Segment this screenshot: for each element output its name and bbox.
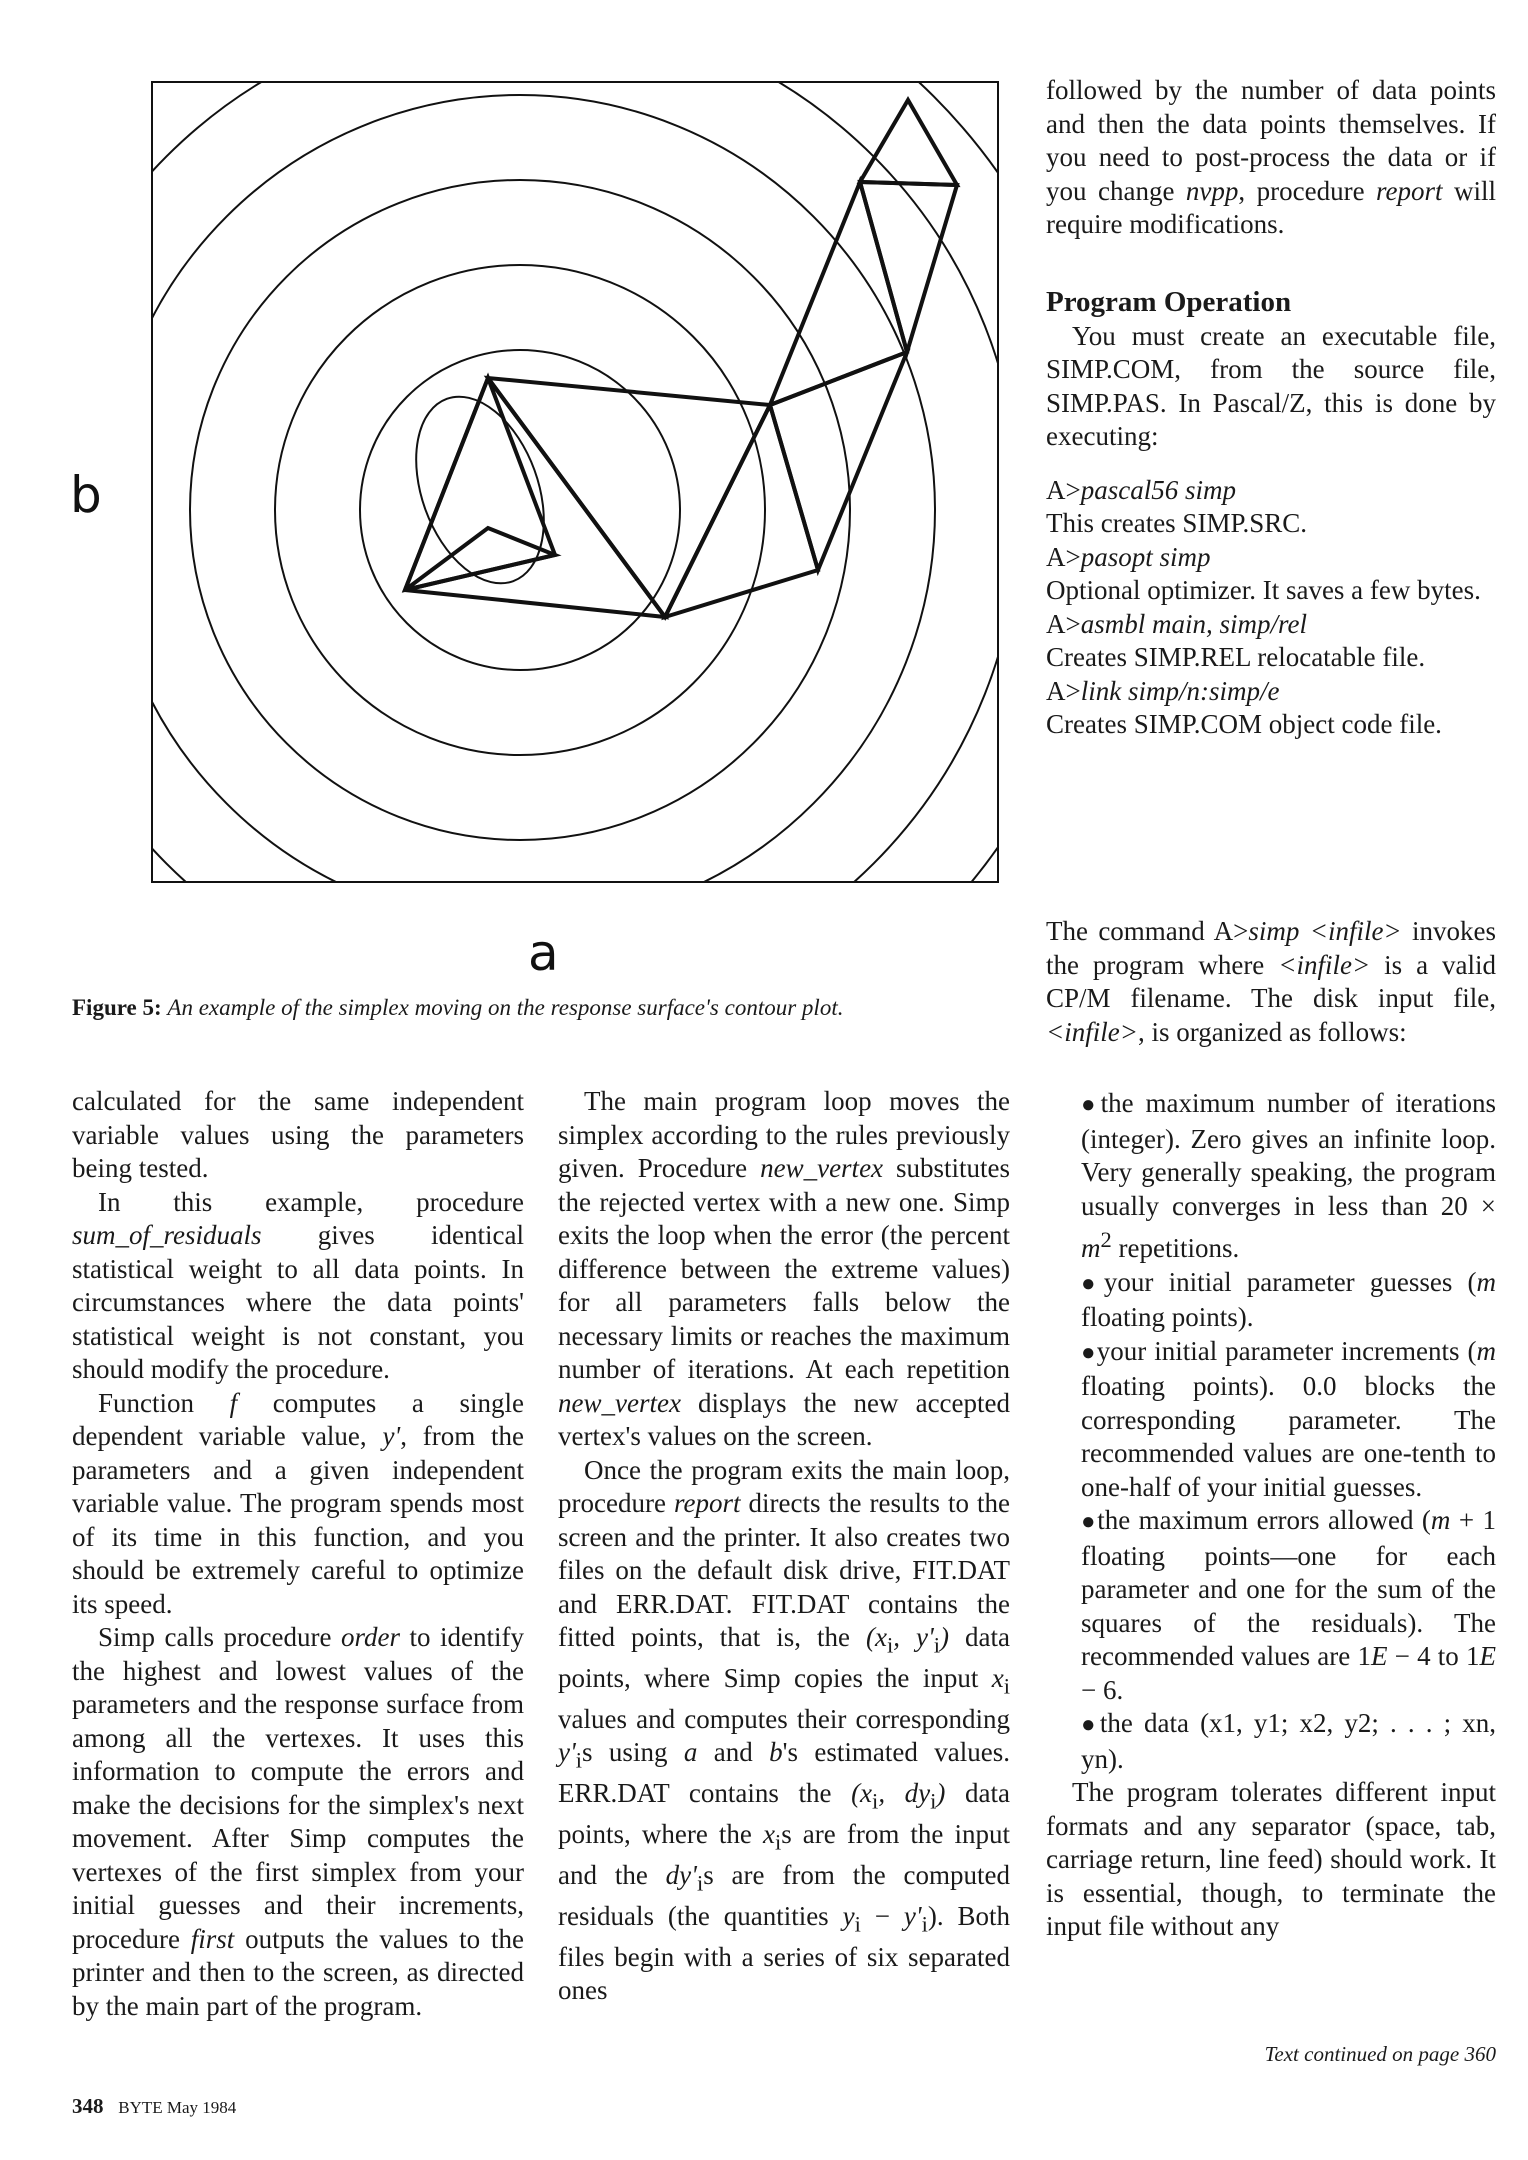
text-run: the maximum number of iterations (integer). Zero gives an infinite loop. Very generally speaking, the program usually converges in less than 20 × — [1081, 1088, 1497, 1221]
text-run: s are from the input and the — [558, 1819, 1010, 1890]
page-footer — [72, 2094, 236, 2119]
subscript: i — [872, 1788, 879, 1814]
middle-column — [558, 1085, 1010, 2008]
command-description: This creates SIMP.SRC. — [1046, 508, 1308, 538]
text-run: directs the results to the screen and the printer. It also creates two files on the default disk drive, FIT.DAT and ERR.DAT. FIT.DAT contains the fitted points, that is, the — [558, 1488, 1011, 1652]
math-run: ) — [936, 1778, 946, 1809]
parameter-name: <infile> — [1278, 949, 1371, 980]
command-text: simp <infile> — [1248, 916, 1402, 946]
figure-caption — [72, 995, 1022, 1021]
magazine-issue: BYTE May 1984 — [118, 2098, 237, 2117]
simplex-triangle — [860, 182, 957, 352]
contour-ring — [360, 350, 680, 670]
page-number: 348 — [72, 2094, 104, 2118]
subscript: i — [930, 1788, 937, 1814]
text-run: s using — [582, 1737, 684, 1768]
bullet-icon: ● — [1081, 1092, 1101, 1118]
text-run: − — [860, 1900, 904, 1931]
math-symbol: y' — [382, 1421, 401, 1451]
text-run: The main program loop moves the simplex according to the rules previously given. Procedure — [558, 1086, 1010, 1183]
contour-ring — [105, 95, 935, 925]
text-run: to identify the highest and lowest values of the parameters and the response surface from among all the vertexes. It uses this information to compute the errors and make the decisions for the simplex's next movement. After Simp computes the vertexes of the first simplex from your initial guesses and their increments, procedure — [72, 1622, 524, 1954]
procedure-name: first — [190, 1923, 235, 1954]
right-paragraph-1: You must create an executable file, SIMP.COM, from the source file, SIMP.PAS. In Pascal/Z, this is done by executing: — [1046, 320, 1496, 451]
text-run: data points, where Simp copies the input — [558, 1622, 1010, 1693]
math-run: x — [991, 1662, 1004, 1693]
text-run: the maximum errors allowed ( — [1097, 1505, 1431, 1535]
bullet-icon: ● — [1081, 1712, 1100, 1738]
text-run: the data (x1, y1; x2, y2; . . . ; xn, yn). — [1081, 1708, 1497, 1774]
bullet-icon: ● — [1081, 1339, 1097, 1366]
text-run: s are from the computed residuals (the quantities — [558, 1859, 1010, 1931]
command-line — [1046, 675, 1496, 709]
simplex-triangle — [770, 182, 907, 405]
right-column-top — [1046, 74, 1496, 742]
parameter-name: <infile> — [1046, 1016, 1138, 1047]
command-description: Optional optimizer. It saves a few bytes. — [1046, 575, 1481, 605]
procedure-name: sum_of_residuals — [72, 1220, 262, 1250]
procedure-name: report — [1376, 175, 1443, 206]
contour-ring — [190, 180, 850, 840]
prompt: A> — [1046, 474, 1081, 505]
left-paragraph-1: calculated for the same independent variable values using the parameters being tested. — [72, 1086, 524, 1183]
caption-label: Figure 5: — [72, 995, 162, 1020]
simplex-triangle — [665, 405, 818, 617]
contour-inner-ellipse — [392, 379, 567, 601]
command-text: link simp/n:simp/e — [1080, 675, 1280, 706]
text-run: invokes the program where — [1046, 916, 1496, 980]
command-description: Creates SIMP.REL relocatable file. — [1046, 642, 1426, 672]
command-line — [1046, 541, 1496, 575]
text-run: In this example, procedure — [98, 1186, 524, 1217]
subscript: i — [933, 1632, 941, 1658]
text-run: values and computes their corresponding — [558, 1703, 1010, 1734]
continued-note: Text continued on page 360 — [1264, 2042, 1496, 2066]
math-run: , dy — [878, 1778, 931, 1809]
subscript: i — [1003, 1673, 1010, 1699]
left-column — [72, 1085, 524, 2023]
math-run: y' — [558, 1737, 576, 1768]
middle-paragraph-2 — [558, 1454, 1010, 2008]
text-run: , is organized as follows: — [1137, 1016, 1407, 1047]
procedure-name: order — [340, 1622, 400, 1652]
text-run: and — [697, 1737, 770, 1768]
bullet-icon: ● — [1081, 1270, 1104, 1297]
plot-frame — [152, 82, 998, 882]
bullet-item — [1081, 1504, 1496, 1707]
text-run: , from the parameters and a given independent variable value. The program spends most of its time in this function, and you should be extremely careful to optimize its speed. — [72, 1421, 524, 1619]
text-run: computes a single dependent variable value, — [72, 1387, 524, 1451]
procedure-name: report — [673, 1488, 741, 1518]
text-run: is a valid CP/M filename. The disk input file, — [1046, 949, 1496, 1013]
bullet-item — [1081, 1087, 1496, 1266]
math-run: m — [1081, 1233, 1101, 1263]
math-run: x — [762, 1819, 775, 1850]
bullet-item — [1081, 1335, 1496, 1505]
section-heading-program-operation: Program Operation — [1046, 285, 1292, 318]
text-run: + 1 floating points—one for each parameter and one for the sum of the squares of the residuals). The recommended values are 1 — [1081, 1505, 1497, 1671]
simplex-triangle — [488, 378, 770, 617]
right-paragraph-3: The program tolerates different input formats and any separator (space, tab, carriage return, line feed) should work. It is essential, though, to terminate the input file without any — [1046, 1777, 1496, 1941]
left-paragraph-4 — [72, 1621, 524, 2023]
text-run: outputs the values to the printer and then to the screen, as directed by the main part of the program. — [72, 1923, 524, 2021]
left-paragraph-2 — [72, 1186, 524, 1387]
text-run: floating points). 0.0 blocks the corresponding parameter. The recommended values are one-tenth to one-half of your initial guesses. — [1081, 1371, 1496, 1502]
figure-label-a: a — [528, 924, 559, 982]
math-run: (x — [865, 1622, 887, 1652]
math-run: ) — [940, 1622, 950, 1652]
text-run: repetitions. — [1111, 1233, 1240, 1263]
text-run: Once the program exits the main loop, procedure — [558, 1454, 1010, 1518]
prompt: A> — [1046, 541, 1081, 572]
middle-paragraph-1 — [558, 1085, 1010, 1454]
math-run: a — [683, 1737, 698, 1768]
variable-name: nvpp — [1185, 175, 1239, 206]
math-run: m — [1430, 1505, 1451, 1535]
text-run: substitutes the rejected vertex with a new one. Simp exits the loop when the error (the percent difference between the extreme values) for all parameters falls below the necessary limits or reaches the maximum number of iterations. At each repetition — [558, 1153, 1010, 1384]
figure-label-b: b — [70, 466, 102, 524]
command-line — [1046, 474, 1496, 508]
math-run: (x — [851, 1778, 873, 1809]
text-run: gives identical statistical weight to all data points. In circumstances where the data points' statistical weight is not constant, you should modify the procedure. — [72, 1220, 524, 1384]
command-list — [1046, 474, 1496, 742]
procedure-name: new_vertex — [558, 1387, 681, 1418]
text-run: Function — [98, 1387, 230, 1418]
text-run: data points, where the — [558, 1778, 1010, 1850]
math-run: dy' — [665, 1859, 697, 1890]
caption-text: An example of the simplex moving on the response surface's contour plot. — [167, 995, 844, 1020]
math-run: E — [1370, 1641, 1388, 1671]
math-run: y — [842, 1900, 855, 1931]
prompt: A> — [1046, 608, 1081, 639]
contour-plot-figure — [60, 60, 1020, 980]
text-run: − 4 to 1 — [1387, 1641, 1480, 1671]
command-description: Creates SIMP.COM object code file. — [1046, 709, 1442, 739]
text-run: your initial parameter increments ( — [1096, 1335, 1477, 1366]
procedure-name: new_vertex — [760, 1153, 884, 1183]
subscript: i — [696, 1870, 704, 1896]
math-symbol: f — [229, 1387, 238, 1418]
subscript: i — [921, 1911, 928, 1937]
text-run: ). Both files begin with a series of six separated ones — [558, 1900, 1010, 2006]
command-text: pascal56 simp — [1080, 474, 1236, 505]
math-run: b — [769, 1737, 783, 1768]
subscript: i — [774, 1829, 782, 1855]
left-paragraph-3 — [72, 1387, 524, 1622]
prompt: A> — [1046, 675, 1081, 706]
subscript: i — [886, 1632, 894, 1658]
text-run: The command A> — [1046, 916, 1249, 946]
math-run: y' — [903, 1900, 922, 1931]
command-text: asmbl main, simp/rel — [1080, 608, 1307, 639]
input-file-bullet-list — [1081, 1087, 1496, 1776]
text-run: − 6. — [1081, 1674, 1124, 1705]
right-column-bottom — [1046, 915, 1496, 1944]
contour-ring — [275, 265, 765, 755]
bullet-item — [1081, 1266, 1496, 1335]
text-run: will require modifications. — [1046, 175, 1497, 239]
text-run: followed by the number of data points and then the data points themselves. If you need to post-process the data or if you change — [1046, 75, 1496, 206]
math-run: E — [1479, 1641, 1496, 1671]
subscript: i — [575, 1747, 583, 1773]
right-paragraph-2 — [1046, 915, 1496, 1049]
text-run: Simp calls procedure — [98, 1622, 341, 1652]
subscript: i — [854, 1911, 861, 1937]
math-run: m — [1476, 1335, 1496, 1366]
simplex-triangle — [770, 352, 907, 570]
text-run: , procedure — [1238, 175, 1377, 206]
superscript: 2 — [1100, 1227, 1112, 1252]
command-text: pasopt simp — [1080, 541, 1211, 572]
bullet-icon: ● — [1081, 1509, 1098, 1535]
bullet-item — [1081, 1707, 1496, 1776]
text-run: floating points). — [1081, 1302, 1254, 1332]
math-run: , y' — [893, 1622, 934, 1652]
text-run: 's estimated values. ERR.DAT contains the — [558, 1737, 1010, 1809]
simplex-triangle — [860, 100, 957, 185]
text-run: your initial parameter guesses ( — [1103, 1266, 1477, 1297]
right-paragraph-0 — [1046, 74, 1496, 242]
command-line — [1046, 608, 1496, 642]
math-run: m — [1476, 1266, 1496, 1297]
text-run: displays the new accepted vertex's values on the screen. — [558, 1387, 1010, 1451]
